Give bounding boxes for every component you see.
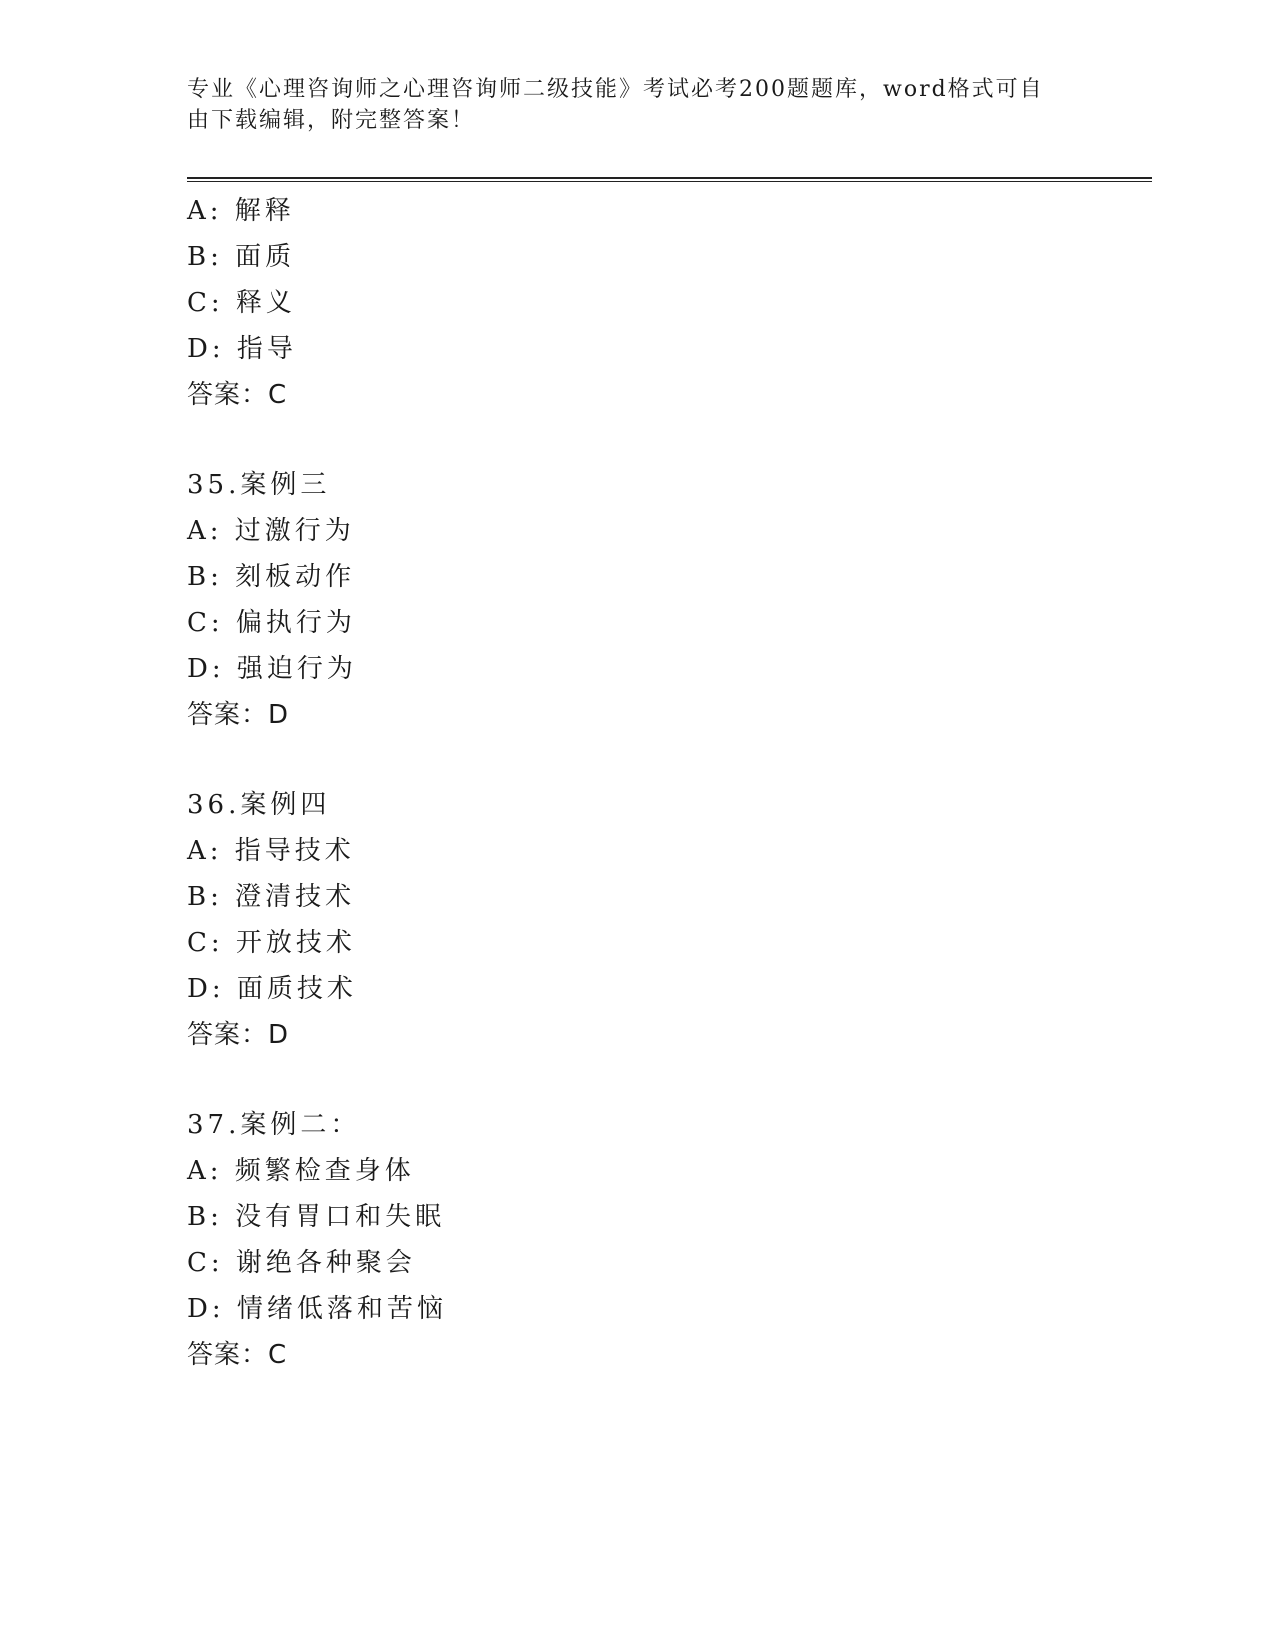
option-b: B: 澄清技术: [187, 882, 356, 912]
question-block: [187, 188, 1087, 418]
answer-line: 答案：C: [187, 380, 288, 410]
option-d: D: 强迫行为: [187, 654, 357, 684]
header-line-1: 专业《心理咨询师之心理咨询师二级技能》考试必考200题题库，word格式可自: [187, 77, 1044, 102]
option-d: D: 指导: [187, 334, 297, 364]
answer-line: 答案：D: [187, 700, 290, 730]
header-divider: [187, 177, 1152, 182]
option-a: A: 过激行为: [187, 516, 355, 546]
question-title: 36.案例四: [187, 790, 331, 820]
question-block: [187, 782, 1087, 1058]
option-a: A: 频繁检查身体: [187, 1156, 415, 1186]
header-line-2: 由下载编辑，附完整答案！: [187, 108, 476, 133]
option-c: C: 开放技术: [187, 928, 356, 958]
option-c: C: 释义: [187, 288, 296, 318]
question-title: 37.案例二：: [187, 1110, 361, 1140]
question-list: [187, 188, 1087, 1378]
option-c: C: 偏执行为: [187, 608, 356, 638]
question-title: 35.案例三: [187, 470, 331, 500]
option-d: D: 情绪低落和苦恼: [187, 1294, 447, 1324]
question-block: [187, 1102, 1087, 1378]
answer-line: 答案：D: [187, 1020, 290, 1050]
option-b: B: 刻板动作: [187, 562, 356, 592]
answer-line: 答案：C: [187, 1340, 288, 1370]
option-b: B: 没有胃口和失眠: [187, 1202, 446, 1232]
option-a: A: 指导技术: [187, 836, 355, 866]
option-d: D: 面质技术: [187, 974, 357, 1004]
question-block: [187, 462, 1087, 738]
option-a: A: 解释: [187, 196, 295, 226]
document-header: [187, 74, 1067, 136]
option-b: B: 面质: [187, 242, 296, 272]
option-c: C: 谢绝各种聚会: [187, 1248, 416, 1278]
